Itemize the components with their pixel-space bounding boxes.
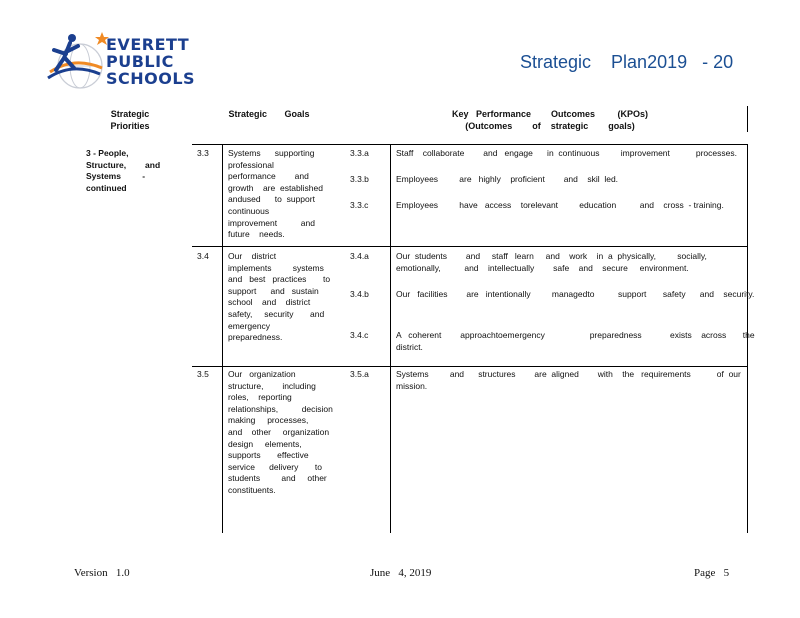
goal-text: Systems supporting professional performance and growth are established andused to support continuous improvement and future needs. bbox=[228, 148, 323, 240]
goal-text: Our organization structure, including roles, reporting relationships, decision making processes, and other organization design elements, supports effective service delivery to students and other constituents. bbox=[228, 369, 333, 495]
header-strategic-priorities: Strategic Priorities bbox=[110, 109, 150, 131]
kpo-text: Staff collaborate and engage in continuous improvement processes. bbox=[396, 148, 737, 158]
logo-line-2: PUBLIC bbox=[106, 52, 174, 71]
kpo-id: 3.4.a bbox=[350, 251, 369, 261]
district-logo bbox=[44, 28, 214, 94]
kpo-text: Employees have access torelevant education and cross - training. bbox=[396, 200, 724, 210]
logo-line-3: SCHOOLS bbox=[106, 69, 196, 88]
goal-text: Our district implements systems and best practices to support and sustain school and district safety, security and emergency preparedness. bbox=[228, 251, 331, 343]
goal-number: 3.4 bbox=[197, 251, 209, 261]
kpo-id: 3.3.a bbox=[350, 148, 369, 158]
footer-version: Version 1.0 bbox=[74, 567, 130, 579]
kpo-text: Our students and staff learn and work in a physically, socially, emotionally, and intellectually safe and secure environment. bbox=[396, 251, 707, 273]
strategic-priority: 3 - People, Structure, and Systems - continued bbox=[86, 148, 161, 193]
logo-line-1: EVERETT bbox=[106, 35, 190, 54]
runner-globe-icon bbox=[44, 28, 114, 94]
col-divider-goals bbox=[222, 144, 223, 533]
kpo-text: Employees are highly proficient and skil led. bbox=[396, 174, 619, 184]
kpo-text: Systems and structures are aligned with the requirements of our mission. bbox=[396, 369, 741, 391]
header-divider bbox=[747, 106, 748, 132]
table-top-border bbox=[192, 144, 748, 145]
footer-page-number: Page 5 bbox=[694, 567, 730, 579]
kpo-id: 3.3.b bbox=[350, 174, 369, 184]
goal-number: 3.3 bbox=[197, 148, 209, 158]
kpo-id: 3.3.c bbox=[350, 200, 369, 210]
kpo-id: 3.5.a bbox=[350, 369, 369, 379]
logo-wordmark bbox=[106, 36, 195, 87]
document-title: Strategic Plan2019 - 20 bbox=[520, 52, 734, 72]
kpo-text: Our facilities are intentionally managedto support safety and security. bbox=[396, 289, 755, 299]
row-divider-1 bbox=[192, 246, 748, 247]
header-strategic-goals: Strategic Goals bbox=[228, 109, 310, 119]
header-kpos: Key Performance Outcomes (KPOs) (Outcomes of strategic goals) bbox=[451, 109, 649, 131]
col-divider-kpos bbox=[390, 144, 391, 533]
kpo-id: 3.4.c bbox=[350, 330, 369, 340]
kpo-text: A coherent approachtoemergency preparedness exists across the district. bbox=[396, 330, 755, 352]
goal-number: 3.5 bbox=[197, 369, 209, 379]
footer-date: June 4, 2019 bbox=[370, 567, 432, 579]
kpo-id: 3.4.b bbox=[350, 289, 369, 299]
row-divider-2 bbox=[192, 366, 748, 367]
